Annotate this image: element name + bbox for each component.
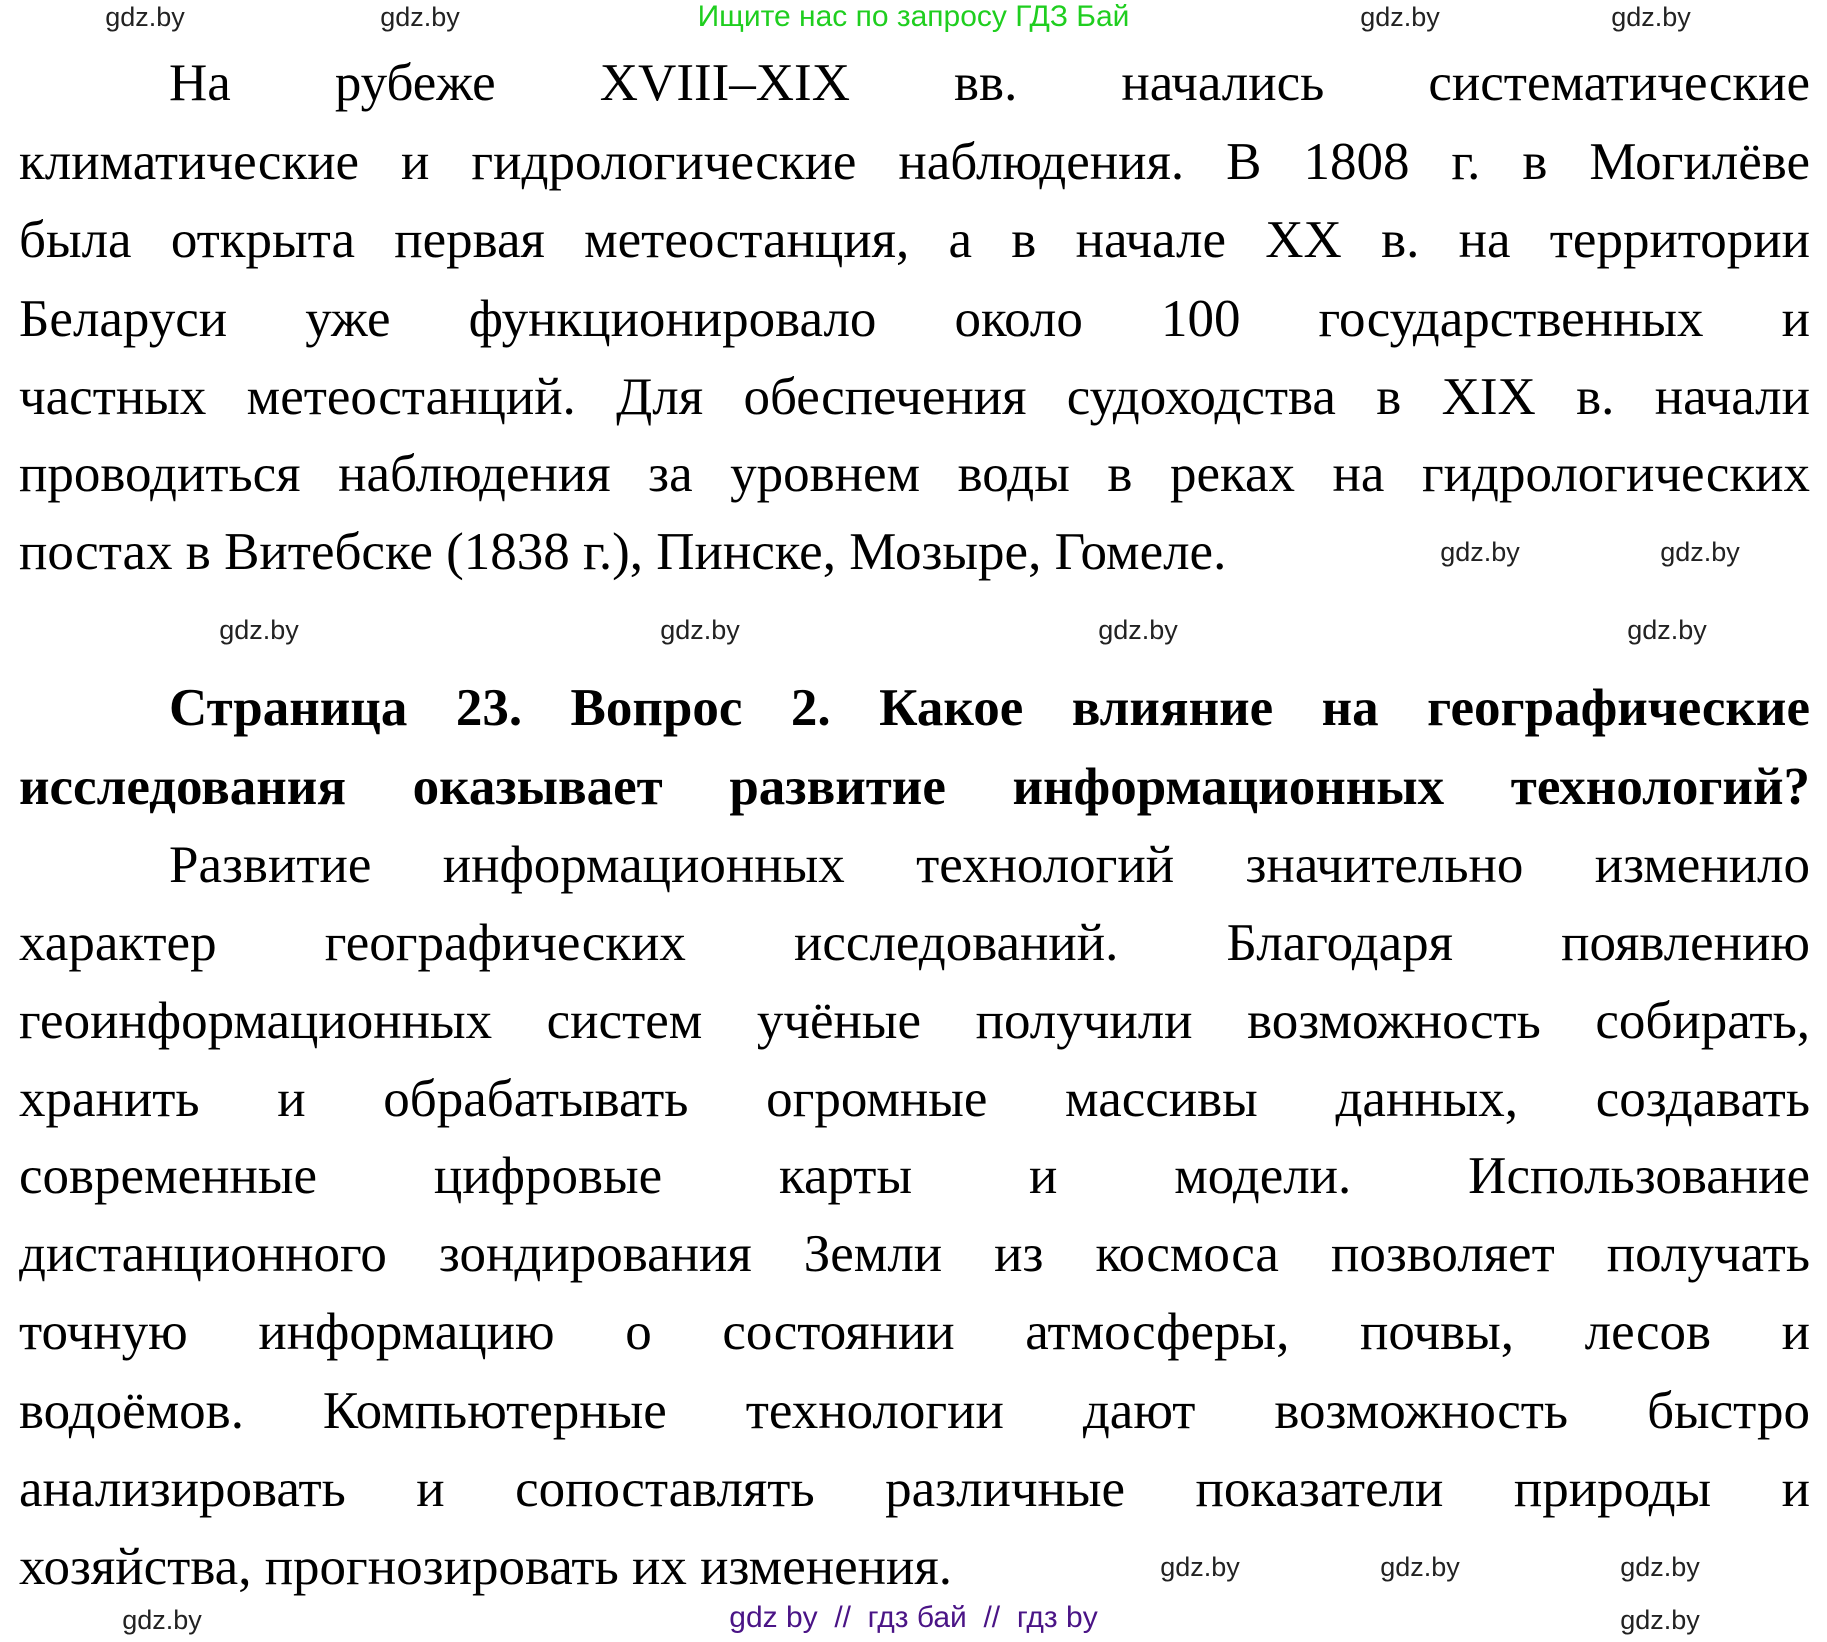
paragraph-line: современные цифровые карты и модели. Использование [19, 1147, 1810, 1205]
paragraph-line: Развитие информационных технологий значительно изменило [169, 836, 1810, 894]
paragraph-line: На рубеже XVIII–XIX вв. начались систематические [169, 54, 1810, 112]
paragraph-line: частных метеостанций. Для обеспечения судоходства в XIX в. начали [19, 368, 1810, 426]
paragraph-line: хранить и обрабатывать огромные массивы данных, создавать [19, 1070, 1810, 1128]
watermark: gdz.by [105, 2, 185, 32]
question-heading-line: Страница 23. Вопрос 2. Какое влияние на географические [169, 679, 1810, 737]
watermark: gdz.by [1098, 615, 1178, 645]
watermark: gdz.by [660, 615, 740, 645]
paragraph-line: дистанционного зондирования Земли из космоса позволяет получать [19, 1225, 1810, 1283]
watermark: gdz.by [1440, 537, 1520, 567]
question-heading-line: исследования оказывает развитие информационных технологий? [19, 758, 1810, 816]
watermark: gdz.by [1627, 615, 1707, 645]
watermark: gdz.by [380, 2, 460, 32]
paragraph-line: анализировать и сопоставлять различные показатели природы и [19, 1460, 1810, 1518]
watermark: gdz.by [1360, 2, 1440, 32]
paragraph-line: была открыта первая метеостанция, а в начале XX в. на территории [19, 211, 1810, 269]
watermark: gdz.by [1620, 1552, 1700, 1582]
footer-banner: gdz by // гдз бай // гдз by [729, 1601, 1098, 1634]
paragraph-line: геоинформационных систем учёные получили возможность собирать, [19, 992, 1810, 1050]
paragraph-line: хозяйства, прогнозировать их изменения. [19, 1538, 952, 1596]
paragraph-line: характер географических исследований. Благодаря появлению [19, 914, 1810, 972]
paragraph-line: точную информацию о состоянии атмосферы, почвы, лесов и [19, 1303, 1810, 1361]
watermark: gdz.by [1611, 2, 1691, 32]
watermark: gdz.by [1620, 1605, 1700, 1635]
paragraph-line: климатические и гидрологические наблюдения. В 1808 г. в Могилёве [19, 133, 1810, 191]
watermark: gdz.by [1660, 537, 1740, 567]
paragraph-line: водоёмов. Компьютерные технологии дают возможность быстро [19, 1382, 1810, 1440]
watermark: gdz.by [219, 615, 299, 645]
watermark: gdz.by [1380, 1552, 1460, 1582]
paragraph-line: постах в Витебске (1838 г.), Пинске, Мозыре, Гомеле. [19, 523, 1227, 581]
paragraph-line: проводиться наблюдения за уровнем воды в реках на гидрологических [19, 445, 1810, 503]
paragraph-line: Беларуси уже функционировало около 100 государственных и [19, 290, 1810, 348]
watermark: gdz.by [1160, 1552, 1240, 1582]
header-banner: Ищите нас по запросу ГДЗ Бай [697, 0, 1130, 33]
watermark: gdz.by [122, 1605, 202, 1635]
